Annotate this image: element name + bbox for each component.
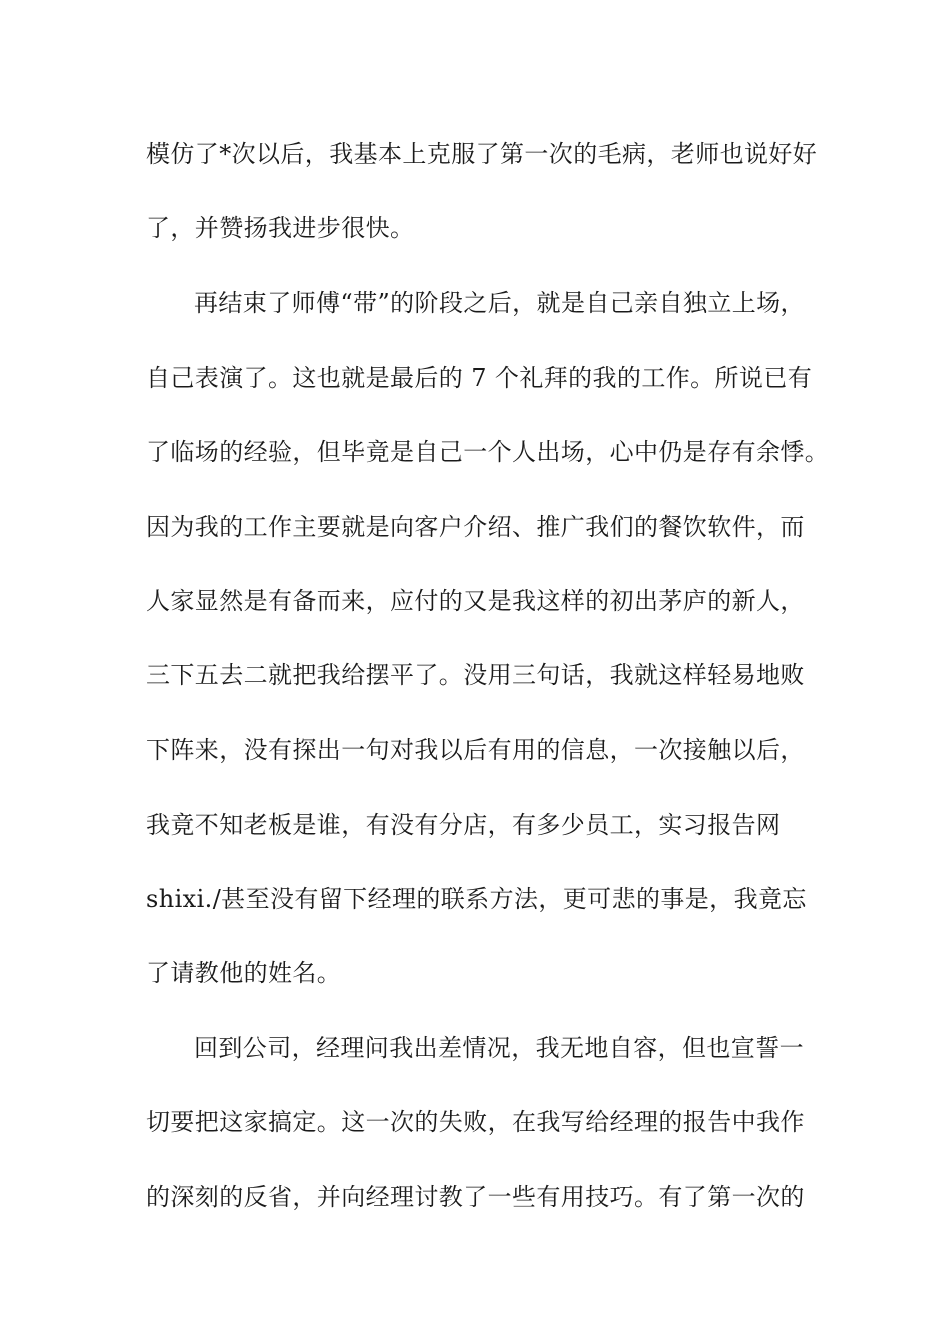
text-line: 切要把这家搞定。这一次的失败，在我写给经理的报告中我作 — [146, 1108, 805, 1136]
text-line: 的深刻的反省，并向经理讨教了一些有用技巧。有了第一次的 — [146, 1183, 805, 1211]
text-line: 三下五去二就把我给摆平了。没用三句话，我就这样轻易地败 — [146, 661, 805, 689]
text-line: 因为我的工作主要就是向客户介绍、推广我们的餐饮软件，而 — [146, 513, 805, 541]
text-line: 人家显然是有备而来，应付的又是我这样的初出茅庐的新人， — [146, 587, 805, 615]
paragraph-start-line: 回到公司，经理问我出差情况，我无地自容，但也宣誓一 — [194, 1034, 804, 1062]
text-line: 我竟不知老板是谁，有没有分店，有多少员工，实习报告网 — [146, 811, 781, 839]
text-line: 了请教他的姓名。 — [146, 959, 342, 987]
text-line: 了临场的经验，但毕竟是自己一个人出场，心中仍是存有余悸。 — [146, 438, 830, 466]
text-line: shixi./甚至没有留下经理的联系方法，更可悲的事是，我竟忘 — [146, 885, 807, 913]
text-line: 下阵来，没有探出一句对我以后有用的信息，一次接触以后， — [146, 736, 805, 764]
text-line: 模仿了*次以后，我基本上克服了第一次的毛病，老师也说好好 — [146, 140, 818, 168]
text-line: 了，并赞扬我进步很快。 — [146, 214, 415, 242]
text-line: 自己表演了。这也就是最后的 7 个礼拜的我的工作。所说已有 — [146, 364, 813, 392]
paragraph-start-line: 再结束了师傅“带”的阶段之后，就是自己亲自独立上场， — [194, 289, 805, 317]
